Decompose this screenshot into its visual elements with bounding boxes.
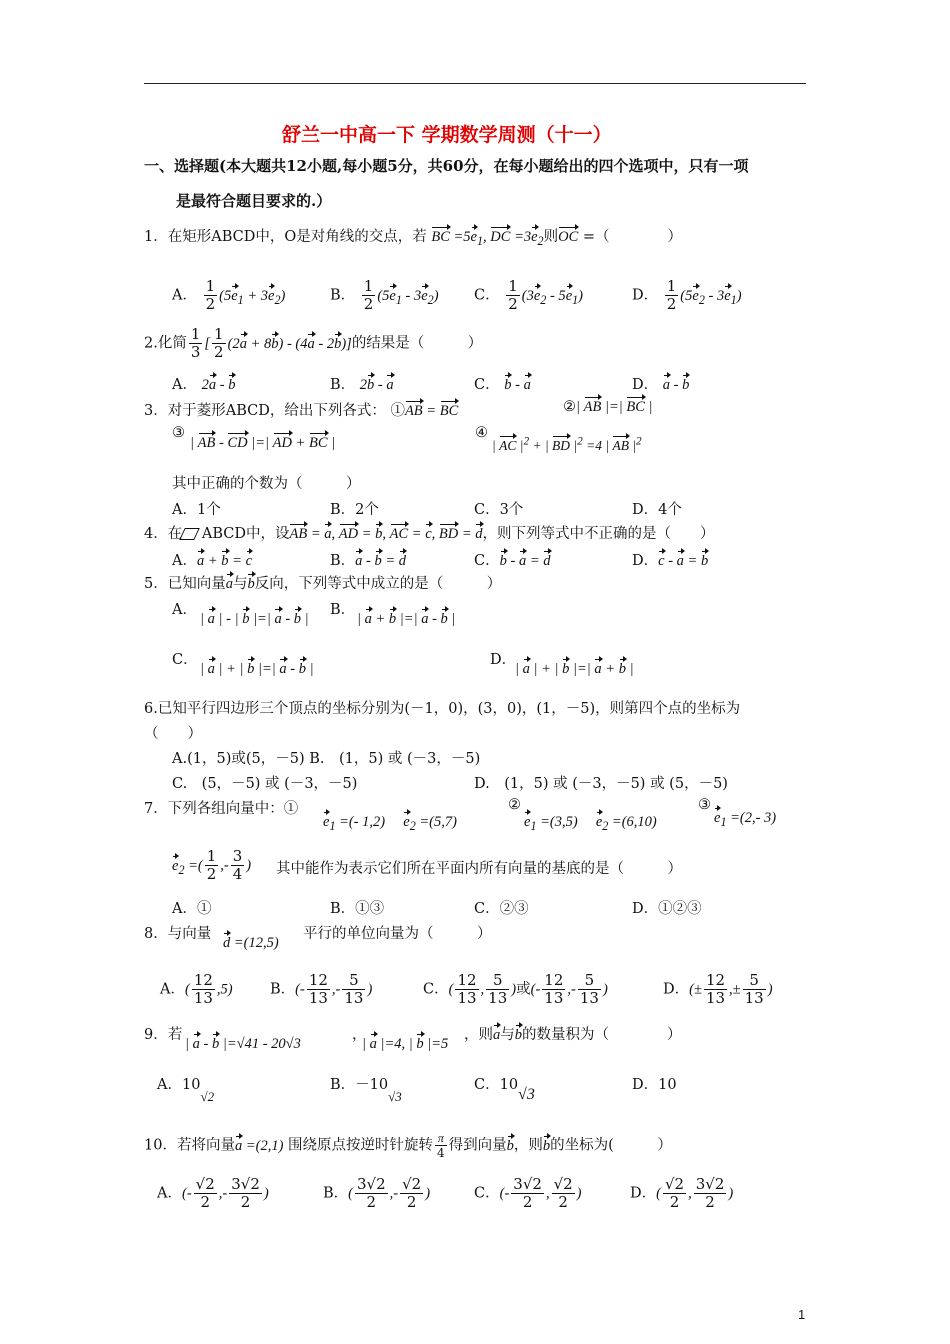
q10-option-d: D．( $\frac{√2}{2}$ , $\frac{3√2}{2}$ ) — [630, 1175, 734, 1211]
q8-tail: 平行的单位向量为（ ） — [303, 926, 492, 942]
q7-option-b: B．①③ — [330, 901, 385, 917]
q1-option-b: B． $\frac{1}{2}$ $(5e_1 - 3e_2)$ — [330, 277, 439, 313]
q3-stem: 3．对于菱形ABCD，给出下列各式： — [144, 403, 386, 419]
q3-item-4-formula: | AC $|^2$ + | BD $|^2 =4$ | AB $|^2$ — [492, 435, 642, 453]
q6-paren: （ ） — [144, 726, 202, 742]
q7-group-1: $e_1$ =(- 1,2) $e_2 =(5,7)$ — [323, 814, 457, 833]
q7-option-d: D．①②③ — [632, 901, 702, 917]
q5-option-a: A． — [172, 602, 197, 618]
q5-option-c-formula: | a | + | b |=| a - b | — [200, 661, 314, 677]
q5-option-d: D． — [490, 652, 517, 668]
question-9: 9．若 — [144, 1027, 183, 1043]
q3-option-d: D．4个 — [632, 502, 682, 518]
q6-option-c: C. (5，－5) 或 (－3，－5) — [172, 776, 358, 792]
q7-mark-2: ② — [508, 797, 521, 813]
q9-option-d: D．10 — [632, 1077, 677, 1093]
q3-item-3-formula: | AB - CD |=| AD + BC | — [190, 435, 336, 451]
q4-option-b: B．a - b = d — [330, 553, 407, 569]
q9-comma: ， — [352, 1027, 367, 1043]
q7-mark-3: ③ — [698, 797, 711, 813]
q1-tail: =（ ） — [582, 229, 683, 245]
question-4: 4．在 ABCD中，设AB = a, AD = b, AC = c, BD = d，则下列等式中不正确的是（ ） — [144, 526, 715, 542]
q9-option-c: C．10√3 — [474, 1077, 535, 1103]
q1-option-a: A． $\frac{1}{2}$ $(5e_1 + 3e_2)$ — [172, 277, 286, 313]
q9-magnitudes: | a |=4, | b |=5 — [362, 1036, 449, 1052]
q10-option-b: B．( $\frac{3√2}{2}$ ,- $\frac{√2}{2}$ ) — [323, 1175, 431, 1211]
q7-group-3: $e_1 =(2,-$ 3) — [714, 810, 777, 829]
q3-item-4: ④ — [475, 425, 488, 441]
q2-option-a: A． 2a - b — [172, 377, 236, 393]
section-heading: 一、选择题(本大题共12小题,每小题5分，共60分，在每小题给出的四个选项中，只有一项 — [144, 157, 749, 175]
q3-option-b: B．2个 — [330, 502, 379, 518]
question-2: 2.化简 $\frac{1}{3}$ [ $\frac{1}{2}$ (2a + 8b) - (4a - 2b)]的结果是（ ） — [144, 325, 483, 361]
q2-stem: 2.化简 — [144, 335, 187, 352]
question-5: 5．已知向量a与b反向，下列等式中成立的是（ ） — [144, 576, 502, 592]
q4-option-d: D．c - a = b — [632, 553, 709, 569]
q7-option-c: C．②③ — [474, 901, 529, 917]
q5-option-a-formula: | a | - | b |=| a - b | — [200, 611, 309, 627]
q4-option-c: C．b - a = d — [474, 553, 551, 569]
q3-ask: 其中正确的个数为（ ） — [172, 476, 361, 492]
q8-option-a: A．( $\frac{12}{13}$ ,5) — [160, 971, 233, 1007]
q3-item-3: ③ — [172, 425, 185, 441]
q10-option-c: C．(- $\frac{3√2}{2}$ , $\frac{√2}{2}$ ) — [474, 1175, 582, 1211]
q1-formula: BC $=5e_1$, DC $=3e_2$ — [431, 229, 544, 248]
q9-option-b: B．－10√3 — [330, 1077, 402, 1104]
question-7: 7．下列各组向量中：① — [144, 801, 299, 817]
q5-option-c: C． — [172, 652, 198, 668]
q6-option-ab: A.(1，5)或(5，－5) B. (1，5) 或 (－3，－5) — [172, 751, 481, 767]
question-8: 8．与向量 — [144, 926, 212, 942]
section-heading-cont: 是最符合题目要求的.） — [176, 192, 332, 210]
q9-option-a: A．10√2 — [157, 1077, 215, 1104]
q3-option-a: A．1个 — [172, 502, 221, 518]
q8-option-b: B．(- $\frac{12}{13}$ ,- $\frac{5}{13}$ ) — [270, 971, 373, 1007]
parallelogram-icon — [179, 528, 200, 540]
q2-option-b: B． 2b - a — [330, 377, 394, 393]
q8-option-d: D．(± $\frac{12}{13}$ ,± $\frac{5}{13}$ ) — [663, 971, 773, 1007]
q7-option-a: A．① — [172, 901, 212, 917]
q4-option-a: A．a + b = c — [172, 553, 253, 569]
q3-item-2: ②| AB |=| BC | — [563, 399, 653, 415]
q5-option-b-formula: | a + b |=| a - b | — [357, 611, 456, 627]
q1-option-d: D． $\frac{1}{2}$ $(5e_2 - 3e_1)$ — [632, 277, 742, 313]
q1-option-c: C． $\frac{1}{2}$ $(3e_2 - 5e_1)$ — [474, 277, 584, 313]
page-title: 舒兰一中高一下 学期数学周测（十一） — [282, 124, 612, 146]
q2-option-d: D． a - b — [632, 377, 690, 393]
q7-group-3-cont: $e_2$ =( $\frac{1}{2}$ ,- $\frac{3}{4}$ ) — [172, 847, 252, 883]
page-number: 1 — [798, 1307, 806, 1322]
q9-condition: | a - b |=√41 - 20√3 — [185, 1036, 301, 1052]
header-rule — [144, 83, 806, 84]
q2-tail: 的结果是（ ） — [351, 335, 483, 352]
q1-stem: 1．在矩形ABCD中，O是对角线的交点，若 — [144, 229, 427, 245]
q7-tail: 其中能作为表示它们所在平面内所有向量的基底的是（ ） — [276, 861, 682, 877]
question-1: 1．在矩形ABCD中，O是对角线的交点，若 BC $=5e_1$, DC $=3e_2$则OC =（ ） — [144, 229, 683, 248]
q8-option-c: C．( $\frac{12}{13}$ , $\frac{5}{13}$ )或(- $\frac{12}{13}$ ,- $\frac{5}{13}$ ) — [423, 971, 608, 1007]
q6-option-d: D. (1，5) 或 (－3，－5) 或 (5，－5) — [474, 776, 728, 792]
question-6: 6.已知平行四边形三个顶点的坐标分别为(－1，0)，(3，0)，(1，－5)，则第四个点的坐标为 — [144, 701, 741, 717]
q9-then: ，则a与b的数量积为（ ） — [464, 1027, 682, 1043]
q5-option-b: B． — [330, 602, 356, 618]
q1-then: 则 — [543, 229, 559, 245]
question-10: 10．若将向量a =(2,1) 围绕原点按逆时针旋转 $\frac{\pi}{4}$ 得到向量b，则b的坐标为( ） — [144, 1131, 672, 1160]
q8-vector: d =(12,5) — [223, 935, 279, 951]
q10-option-a: A．(- $\frac{√2}{2}$ ,- $\frac{3√2}{2}$ ) — [157, 1175, 269, 1211]
q7-group-2: $e_1 =(3,5)$ $e_2 =(6,10)$ — [524, 814, 657, 833]
q2-option-c: C． b - a — [474, 377, 531, 393]
q3-option-c: C．3个 — [474, 502, 524, 518]
question-3: 3．对于菱形ABCD，给出下列各式： ①AB = BC — [144, 403, 459, 419]
q5-option-d-formula: | a | + | b |=| a + b | — [515, 661, 634, 677]
